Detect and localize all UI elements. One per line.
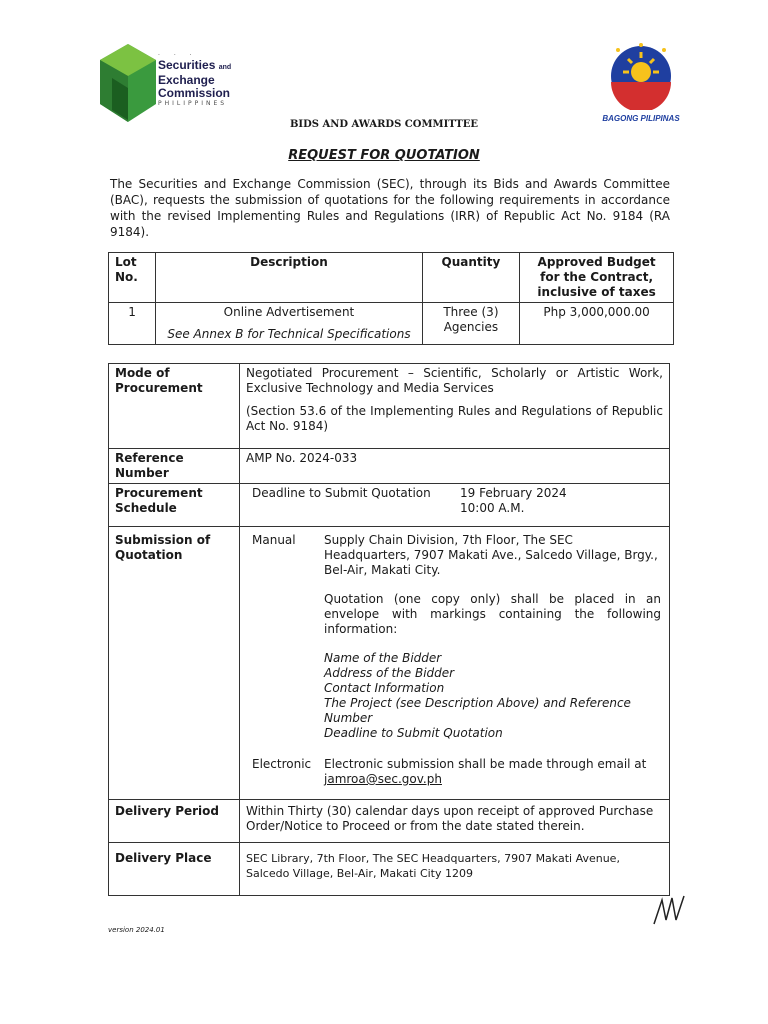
schedule-label: Procurement Schedule xyxy=(109,484,240,527)
sec-logo-word1: Securities xyxy=(158,58,216,72)
mode-label: Mode of Procurement xyxy=(109,364,240,449)
header-lot-no: Lot No. xyxy=(109,253,156,303)
mode-note: (Section 53.6 of the Implementing Rules and Regulations of Republic Act No. 9184) xyxy=(246,404,663,433)
header-description: Description xyxy=(156,253,422,303)
lot-table-header xyxy=(109,253,674,303)
manual-label: Manual xyxy=(252,533,296,547)
page-title: REQUEST FOR QUOTATION xyxy=(288,148,480,163)
mode-value: Negotiated Procurement – Scientific, Scholarly or Artistic Work, Exclusive Technology and Media Services xyxy=(246,366,663,395)
sun-emblem-icon xyxy=(598,42,684,110)
submission-cell xyxy=(240,527,670,800)
mode-cell xyxy=(240,364,670,449)
reference-label: Reference Number xyxy=(109,449,240,484)
delivery-place-label: Delivery Place xyxy=(109,843,240,896)
sec-logo-word3: Commission xyxy=(158,86,231,100)
reference-value: AMP No. 2024-033 xyxy=(240,449,670,484)
details-table xyxy=(108,363,670,896)
lot-description: Online Advertisement xyxy=(223,305,355,319)
list-item: Deadline to Submit Quotation xyxy=(324,726,503,740)
lot-budget: Php 3,000,000.00 xyxy=(520,303,674,345)
schedule-key: Deadline to Submit Quotation xyxy=(252,486,431,500)
table-row xyxy=(109,303,674,345)
electronic-text: Electronic submission shall be made through email at xyxy=(324,757,647,771)
email-link[interactable]: jamroa@sec.gov.ph xyxy=(324,772,442,786)
lot-table xyxy=(108,252,674,345)
delivery-period-value: Within Thirty (30) calendar days upon receipt of approved Purchase Order/Notice to Proceed or from the date stated therein. xyxy=(240,800,670,843)
bagong-pilipinas-logo xyxy=(598,42,684,122)
bagong-pilipinas-label: BAGONG PILIPINAS xyxy=(602,114,680,123)
header-approved-budget: Approved Budget for the Contract, inclusive of taxes xyxy=(520,253,674,303)
list-item: Address of the Bidder xyxy=(324,666,455,680)
sec-logo-word2: Exchange xyxy=(158,73,215,87)
marking-list xyxy=(324,651,661,741)
committee-heading: BIDS AND AWARDS COMMITTEE xyxy=(289,119,479,130)
delivery-place-value: SEC Library, 7th Floor, The SEC Headquarters, 7907 Makati Avenue, Salcedo Village, Bel-Air, Makati City 1209 xyxy=(240,843,670,896)
row-delivery-place xyxy=(109,843,670,896)
intro-paragraph: The Securities and Exchange Commission (SEC), through its Bids and Awards Committee (BAC), requests the submission of quotations for the following requirements in accordance with the revised Implementing Rules and Regulations (IRR) of Republic Act No. 9184 (RA 9184). xyxy=(110,177,670,239)
submission-label: Submission of Quotation xyxy=(109,527,240,800)
header-quantity: Quantity xyxy=(422,253,520,303)
lot-description-cell xyxy=(156,303,422,345)
electronic-label: Electronic xyxy=(252,757,312,771)
initials-signature xyxy=(650,890,690,930)
list-item: Contact Information xyxy=(324,681,445,695)
row-mode-of-procurement xyxy=(109,364,670,449)
initials-text: AW xyxy=(650,929,652,930)
sec-logo-icon xyxy=(98,42,158,126)
schedule-date: 19 February 2024 xyxy=(460,486,567,500)
row-submission-of-quotation xyxy=(109,527,670,800)
schedule-cell xyxy=(240,484,670,527)
list-item: The Project (see Description Above) and Reference Number xyxy=(324,696,631,725)
delivery-period-label: Delivery Period xyxy=(109,800,240,843)
row-procurement-schedule xyxy=(109,484,670,527)
lot-quantity: Three (3) Agencies xyxy=(422,303,520,345)
version-label: version 2024.01 xyxy=(108,926,165,934)
lot-number: 1 xyxy=(109,303,156,345)
sec-logo-country: PHILIPPINES xyxy=(158,100,228,107)
schedule-time: 10:00 A.M. xyxy=(460,501,525,515)
manual-address: Supply Chain Division, 7th Floor, The SEC Headquarters, 7907 Makati Ave., Salcedo Village, Brgy., Bel-Air, Makati City. xyxy=(324,533,658,577)
list-item: Name of the Bidder xyxy=(324,651,442,665)
annex-note: See Annex B for Technical Specifications xyxy=(167,327,411,341)
row-reference-number xyxy=(109,449,670,484)
sec-logo: · · · Securities and Exchange Commission PHILIPPINES xyxy=(98,42,248,126)
manual-note: Quotation (one copy only) shall be placed in an envelope with markings containing the following information: xyxy=(324,592,661,636)
row-delivery-period xyxy=(109,800,670,843)
sec-logo-and: and xyxy=(218,64,232,71)
